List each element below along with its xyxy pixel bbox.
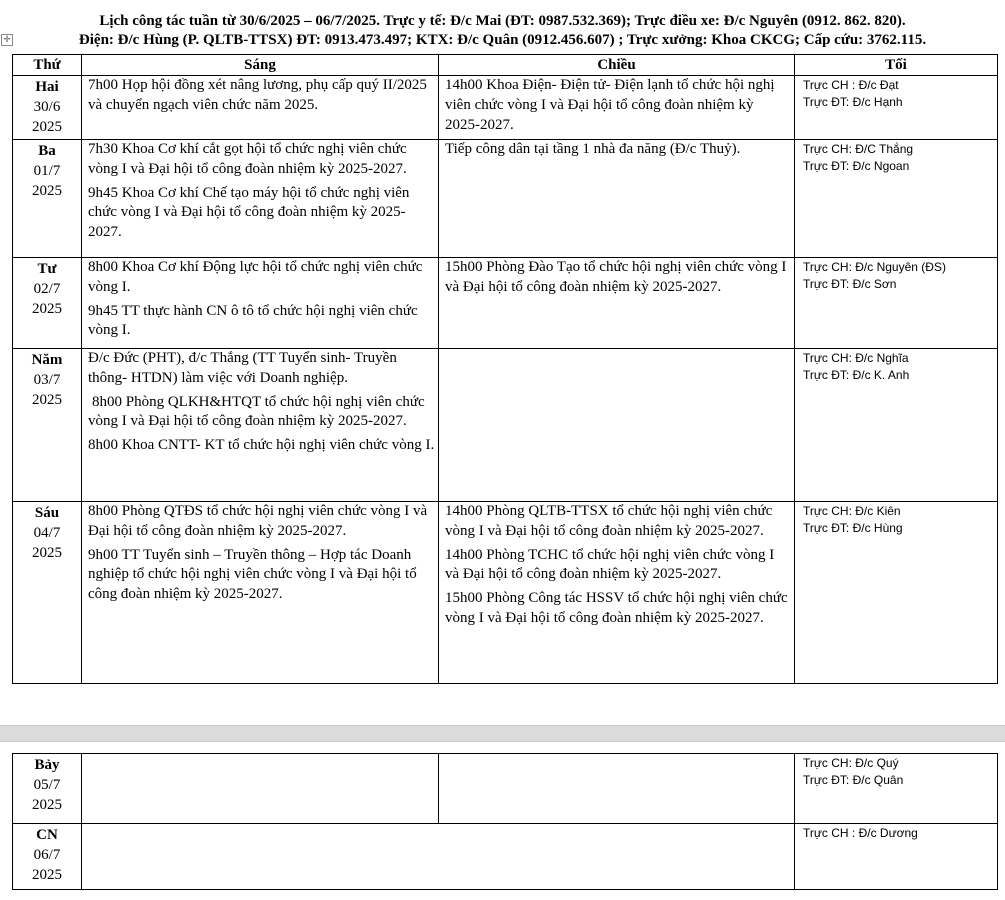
evening-duty-cell <box>795 349 998 502</box>
schedule-entry: 14h00 Khoa Điện- Điện tử- Điện lạnh tổ chức hội nghị viên chức vòng I và Đại hội tổ công đoàn nhiệm kỳ 2025-2027. <box>445 77 775 133</box>
day-name: CN <box>36 827 58 843</box>
schedule-entry: 7h00 Họp hội đồng xét nâng lương, phụ cấp quý II/2025 và chuyển ngạch viên chức năm 2025. <box>88 77 427 113</box>
schedule-entry: 8h00 Phòng QTĐS tổ chức hội nghị viên chức vòng I và Đại hội tổ công đoàn nhiệm kỳ 2025-2027. <box>88 503 428 539</box>
morning-cell <box>82 140 439 258</box>
evening-duty-cell <box>795 258 998 349</box>
day-name: Ba <box>38 143 56 159</box>
day-cell <box>13 754 82 824</box>
day-date: 30/6 <box>33 98 61 115</box>
day-date: 04/7 <box>33 524 61 541</box>
column-header-evening: Tối <box>795 55 998 76</box>
weekend-schedule-table <box>12 753 998 890</box>
day-year: 2025 <box>32 544 62 561</box>
schedule-entry: 8h00 Phòng QLKH&HTQT tổ chức hội nghị viên chức vòng I và Đại hội tổ công đoàn nhiệm kỳ 2025-2027. <box>88 393 425 430</box>
duty-assignment: Trực CH: Đ/c Kiên <box>803 504 901 518</box>
duty-assignment: Trực ĐT: Đ/c Sơn <box>803 277 897 291</box>
schedule-header <box>0 12 1005 50</box>
schedule-entry: 8h00 Khoa CNTT- KT tổ chức hội nghị viên chức vòng I. <box>88 437 435 454</box>
day-year: 2025 <box>32 796 62 813</box>
weekly-schedule-table <box>12 54 998 684</box>
evening-duty-cell <box>795 502 998 684</box>
table-row <box>13 140 998 258</box>
duty-assignment: Trực ĐT: Đ/c Hùng <box>803 521 903 535</box>
day-date: 03/7 <box>33 371 61 388</box>
day-cell <box>13 824 82 890</box>
day-year: 2025 <box>32 118 62 135</box>
afternoon-cell <box>439 258 795 349</box>
schedule-entry: 8h00 Khoa Cơ khí Động lực hội tổ chức nghị viên chức vòng I. <box>88 259 423 295</box>
day-name: Hai <box>35 79 59 95</box>
day-cell <box>13 76 82 140</box>
afternoon-cell <box>439 754 795 824</box>
day-date: 02/7 <box>33 280 61 297</box>
duty-assignment: Trực CH : Đ/c Đạt <box>803 78 899 92</box>
afternoon-cell <box>439 76 795 140</box>
afternoon-cell <box>439 502 795 684</box>
table-row <box>13 502 998 684</box>
day-name: Năm <box>31 352 63 368</box>
table-row <box>13 754 998 824</box>
evening-duty-cell <box>795 76 998 140</box>
duty-assignment: Trực CH : Đ/c Dương <box>803 826 918 840</box>
day-name: Tư <box>37 261 57 277</box>
table-row <box>13 76 998 140</box>
duty-assignment: Trực CH: Đ/c Quý <box>803 756 899 770</box>
duty-assignment: Trực ĐT: Đ/c Quân <box>803 773 904 787</box>
day-cell <box>13 258 82 349</box>
header-line-2: Điện: Đ/c Hùng (P. QLTB-TTSX) ĐT: 0913.473.497; KTX: Đ/c Quân (0912.456.607) ; Trực xưởng: Khoa CKCG; Cấp cứu: 3762.115. <box>78 32 927 48</box>
evening-duty-cell <box>795 824 998 890</box>
duty-assignment: Trực ĐT: Đ/c Hạnh <box>803 95 903 109</box>
day-name: Sáu <box>34 505 60 521</box>
column-header-afternoon: Chiều <box>439 55 795 76</box>
column-header-day: Thứ <box>13 55 82 76</box>
schedule-entry: 9h45 TT thực hành CN ô tô tổ chức hội nghị viên chức vòng I. <box>88 302 418 339</box>
schedule-entry: Đ/c Đức (PHT), đ/c Thắng (TT Tuyển sinh- Truyền thông- HTDN) làm việc với Doanh nghiệp. <box>88 350 397 386</box>
evening-duty-cell <box>795 754 998 824</box>
table-header-row <box>13 55 998 76</box>
morning-afternoon-cell <box>82 824 795 890</box>
duty-assignment: Trực CH: Đ/c Nguyên (ĐS) <box>803 260 946 274</box>
schedule-entry: 15h00 Phòng Công tác HSSV tổ chức hội nghị viên chức vòng I và Đại hội tổ công đoàn nhiệm kỳ 2025-2027. <box>445 590 788 626</box>
day-date: 05/7 <box>33 776 61 793</box>
afternoon-cell <box>439 349 795 502</box>
column-header-morning: Sáng <box>82 55 439 76</box>
day-cell <box>13 349 82 502</box>
page-break-divider <box>0 725 1005 742</box>
day-year: 2025 <box>32 182 62 199</box>
table-row <box>13 349 998 502</box>
morning-cell <box>82 76 439 140</box>
day-cell <box>13 140 82 258</box>
day-date: 01/7 <box>33 162 61 179</box>
move-handle-icon[interactable]: ✛ <box>1 34 13 46</box>
duty-assignment: Trực CH: Đ/c Nghĩa <box>803 351 909 365</box>
morning-cell <box>82 754 439 824</box>
schedule-entry: 14h00 Phòng QLTB-TTSX tổ chức hội nghị viên chức vòng I và Đại hội tổ công đoàn nhiệm kỳ 2025-2027. <box>445 503 773 539</box>
schedule-entry: 15h00 Phòng Đào Tạo tổ chức hội nghị viên chức vòng I và Đại hội tổ công đoàn nhiệm kỳ 2025-2027. <box>445 259 787 295</box>
morning-cell <box>82 349 439 502</box>
day-year: 2025 <box>32 866 62 883</box>
day-year: 2025 <box>32 300 62 317</box>
schedule-entry: Tiếp công dân tại tầng 1 nhà đa năng (Đ/c Thuỷ). <box>445 141 741 157</box>
duty-assignment: Trực CH: Đ/C Thắng <box>803 142 914 156</box>
day-date: 06/7 <box>33 846 61 863</box>
day-cell <box>13 502 82 684</box>
day-name: Bảy <box>34 757 60 773</box>
schedule-entry: 9h00 TT Tuyển sinh – Truyền thông – Hợp tác Doanh nghiệp tổ chức hội nghị viên chức vòng I và Đại hội tổ công đoàn nhiệm kỳ 2025-2027. <box>88 546 417 603</box>
duty-assignment: Trực ĐT: Đ/c K. Anh <box>803 368 910 382</box>
table-row <box>13 824 998 890</box>
table-row <box>13 258 998 349</box>
morning-cell <box>82 502 439 684</box>
schedule-entry: 7h30 Khoa Cơ khí cắt gọt hội tổ chức nghị viên chức vòng I và Đại hội tổ công đoàn nhiệm kỳ 2025-2027. <box>88 141 407 177</box>
morning-cell <box>82 258 439 349</box>
schedule-entry: 14h00 Phòng TCHC tổ chức hội nghị viên chức vòng I và Đại hội tổ công đoàn nhiệm kỳ 2025-2027. <box>445 546 775 583</box>
duty-assignment: Trực ĐT: Đ/c Ngoan <box>803 159 910 173</box>
afternoon-cell <box>439 140 795 258</box>
day-year: 2025 <box>32 391 62 408</box>
schedule-entry: 9h45 Khoa Cơ khí Chế tạo máy hội tổ chức nghị viên chức vòng I và Đại hội tổ công đoàn nhiệm kỳ 2025-2027. <box>88 184 410 241</box>
evening-duty-cell <box>795 140 998 258</box>
header-line-1: Lịch công tác tuần từ 30/6/2025 – 06/7/2025. Trực y tế: Đ/c Mai (ĐT: 0987.532.369); Trực điều xe: Đ/c Nguyên (0912. 862. 820). <box>99 13 906 29</box>
